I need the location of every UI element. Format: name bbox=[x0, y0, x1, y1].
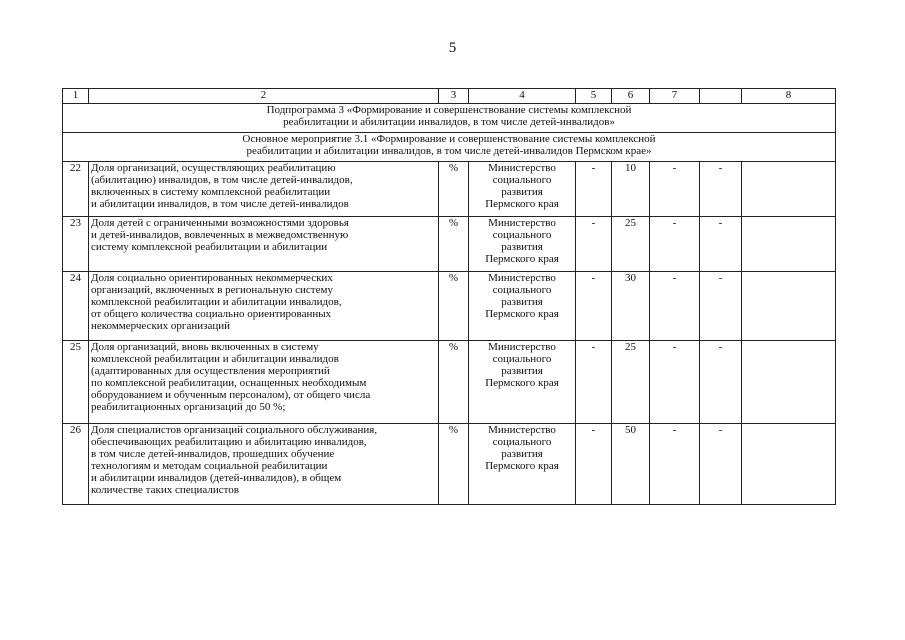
unit: % bbox=[439, 424, 469, 505]
row-number: 25 bbox=[63, 341, 89, 424]
table-row bbox=[63, 162, 836, 217]
header-col-6: 6 bbox=[612, 89, 650, 104]
row-number: 24 bbox=[63, 272, 89, 341]
header-col-7-extra bbox=[700, 89, 742, 104]
table-row bbox=[63, 272, 836, 341]
header-row bbox=[63, 89, 836, 104]
value-col-6: 25 bbox=[612, 217, 650, 272]
header-col-4: 4 bbox=[469, 89, 576, 104]
header-col-3: 3 bbox=[439, 89, 469, 104]
unit: % bbox=[439, 162, 469, 217]
value-col-6: 50 bbox=[612, 424, 650, 505]
value-col-5: - bbox=[576, 272, 612, 341]
row-number: 22 bbox=[63, 162, 89, 217]
indicator-name: Доля детей с ограниченными возможностями здоровья и детей-инвалидов, вовлеченных в межведомственную систему комплексной реабилитации и абилитации bbox=[89, 217, 439, 272]
header-col-7: 7 bbox=[650, 89, 700, 104]
indicator-name: Доля организаций, осуществляющих реабилитацию (абилитацию) инвалидов, в том числе детей-инвалидов, включенных в систему комплексной реабилитации и абилитации инвалидов, в том числе детей-инвалидов bbox=[89, 162, 439, 217]
measure-title: Основное мероприятие 3.1 «Формирование и совершенствование системы комплексной реабилитации и абилитации инвалидов, в том числе детей-инвалидов Пермском крае» bbox=[63, 133, 836, 162]
value-col-6: 30 bbox=[612, 272, 650, 341]
row-number: 23 bbox=[63, 217, 89, 272]
value-col-8 bbox=[742, 217, 836, 272]
value-col-7: - bbox=[650, 424, 700, 505]
value-col-7-extra: - bbox=[700, 217, 742, 272]
header-col-1: 1 bbox=[63, 89, 89, 104]
value-col-8 bbox=[742, 424, 836, 505]
value-col-6: 25 bbox=[612, 341, 650, 424]
header-col-8: 8 bbox=[742, 89, 836, 104]
value-col-7: - bbox=[650, 341, 700, 424]
value-col-8 bbox=[742, 341, 836, 424]
unit: % bbox=[439, 272, 469, 341]
subprogram-row bbox=[63, 104, 836, 133]
unit: % bbox=[439, 341, 469, 424]
header-col-2: 2 bbox=[89, 89, 439, 104]
value-col-5: - bbox=[576, 424, 612, 505]
value-col-6: 10 bbox=[612, 162, 650, 217]
value-col-5: - bbox=[576, 217, 612, 272]
value-col-7: - bbox=[650, 217, 700, 272]
indicator-name: Доля организаций, вновь включенных в систему комплексной реабилитации и абилитации инвалидов (адаптированных для осуществления мероприятий по комплексной реабилитации, оснащенных необходимым оборудованием и обученным персоналом), от общего числа реабилитационных организаций до 50 %; bbox=[89, 341, 439, 424]
unit: % bbox=[439, 217, 469, 272]
value-col-5: - bbox=[576, 341, 612, 424]
value-col-8 bbox=[742, 162, 836, 217]
header-col-5: 5 bbox=[576, 89, 612, 104]
value-col-7-extra: - bbox=[700, 424, 742, 505]
responsible-ministry: Министерство социального развития Пермского края bbox=[469, 217, 576, 272]
indicator-name: Доля специалистов организаций социального обслуживания, обеспечивающих реабилитацию и абилитацию инвалидов, в том числе детей-инвалидов, прошедших обучение технологиям и методам социальной реабилитации и абилитации инвалидов (детей-инвалидов), в общем количестве таких специалистов bbox=[89, 424, 439, 505]
page-number: 5 bbox=[448, 40, 457, 56]
table-row bbox=[63, 424, 836, 505]
subprogram-title: Подпрограмма 3 «Формирование и совершенствование системы комплексной реабилитации и абилитации инвалидов, в том числе детей-инвалидов» bbox=[63, 104, 836, 133]
value-col-8 bbox=[742, 272, 836, 341]
value-col-7-extra: - bbox=[700, 341, 742, 424]
value-col-7-extra: - bbox=[700, 162, 742, 217]
value-col-7: - bbox=[650, 272, 700, 341]
value-col-5: - bbox=[576, 162, 612, 217]
indicator-name: Доля социально ориентированных некоммерческих организаций, включенных в региональную систему комплексной реабилитации и абилитации инвалидов, от общего количества социально ориентированных некоммерческих организаций bbox=[89, 272, 439, 341]
table-row bbox=[63, 217, 836, 272]
responsible-ministry: Министерство социального развития Пермского края bbox=[469, 162, 576, 217]
measure-row bbox=[63, 133, 836, 162]
value-col-7: - bbox=[650, 162, 700, 217]
table-row bbox=[63, 341, 836, 424]
responsible-ministry: Министерство социального развития Пермского края bbox=[469, 272, 576, 341]
indicators-table bbox=[62, 88, 836, 505]
responsible-ministry: Министерство социального развития Пермского края bbox=[469, 341, 576, 424]
responsible-ministry: Министерство социального развития Пермского края bbox=[469, 424, 576, 505]
row-number: 26 bbox=[63, 424, 89, 505]
value-col-7-extra: - bbox=[700, 272, 742, 341]
